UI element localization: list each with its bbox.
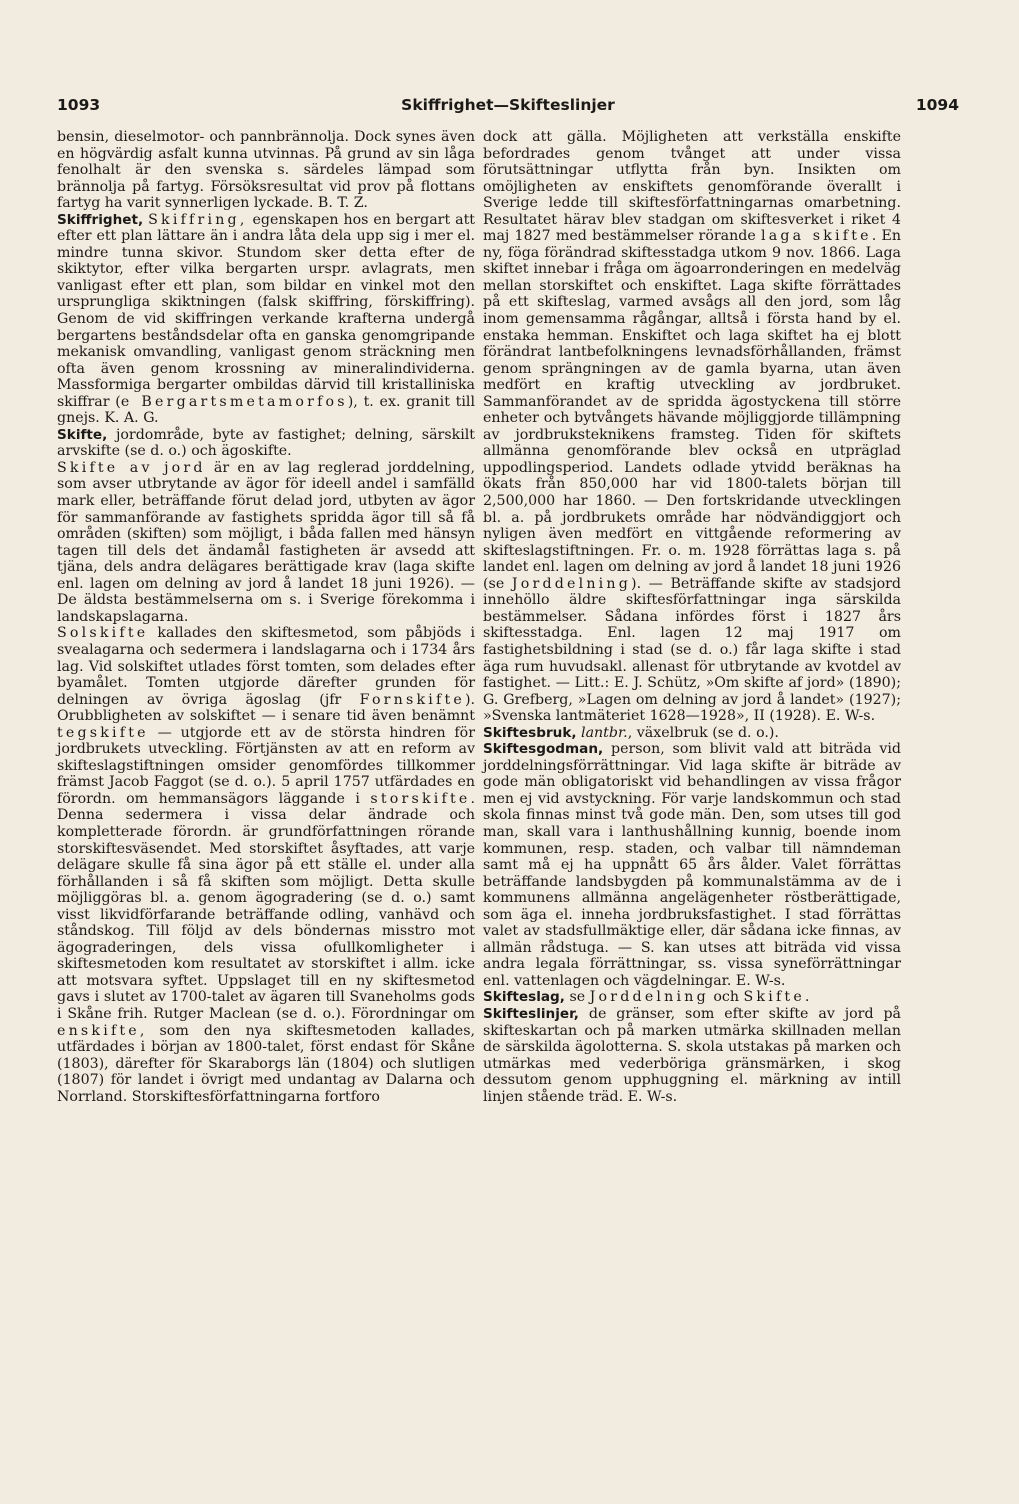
left-column (57, 129, 475, 1105)
paragraph-text: se (564, 989, 586, 1006)
paragraph-text: ), t. ex. granit till gnejs. K. A. G. (57, 393, 476, 427)
headword: Skiffrighet, (57, 211, 144, 228)
headword: Skifte, (57, 426, 108, 443)
spaced-term: e Bergartsmetamorfos (120, 393, 348, 410)
paragraph (483, 129, 901, 725)
spaced-term: enskifte (57, 1022, 140, 1039)
headword: Skiftesgodman, (483, 741, 604, 758)
paragraph-text: . (804, 989, 810, 1006)
entry-skifteslinjer (483, 1006, 901, 1105)
paragraph-text: kallades den skiftesmetod, som påbjöds i svealagarna och sedermera i landslagarna och i 1734 års lag. Vid solskiftet utlades först tomten, som delades efter byamålet. Tomten utgjorde därefter grunden för delningen av övriga ägoslag (jfr (57, 625, 475, 708)
spaced-term: tegskifte (57, 724, 149, 741)
paragraph-text: och (708, 989, 739, 1006)
spaced-term: laga skifte (760, 228, 872, 245)
paragraph-text: ). — Beträffande skifte av stadsjord innehöllo äldre skiftesförfattningar inga särskilda bestämmelser. Sådana infördes först i 1827 års skiftesstadga. Enl. lagen 12 maj 1917 om fastighetsbildning i stad (se d. o.) får laga skifte i stad äga rum huvudsakl. allenast för utbrytande av kvotdel av fastighet. — Litt.: E. J. Schütz, »Om skifte af jord» (1890); G. Grefberg, »Lagen om delning av jord å landet» (1927); »Svenska lantmäteriet 1628—1928», II (1928). E. W-s. (483, 575, 902, 725)
page-number-right: 1094 (915, 96, 959, 114)
paragraph-text: , växelbruk (se d. o.). (627, 724, 779, 741)
paragraph-text: är en av lag reglerad jorddelning, som avser utbrytande av ägor för ideell andel i samfälld mark eller, beträffande förut delad jord, utbyten av ägor för sammanförande av fastighets spridda ägor till så få områden (skiften) som möjligt, i båda fallen med hänsyn tagen till dels det ändamål fastigheten är avsedd att tjäna, dels andra delägares berättigade krav (laga skifte enl. lagen om delning av jord å landet 18 juni 1926). — De äldsta bestämmelserna om s. i Sverige förekomma i landskapslagarna. (57, 459, 475, 625)
paragraph (57, 460, 475, 625)
paragraph-text: , som den nya skiftesmetoden kallades, utfärdades i början av 1800-talet, först endast för Skåne (1803), därefter för Skaraborgs län (1804) och slutligen (1807) för landet i övrigt med undantag av Dalarna och Norrland. Storskiftesförfattningarna fortforo (57, 1022, 475, 1105)
spaced-term: Skifte av jord (57, 459, 206, 476)
paragraph-text: de gränser, som efter skifte av jord på skifteskartan och på marken utmärka skillnaden mellan de särskilda ägolotterna. S. skola utstakas på marken och utmärkas med vederböriga gränsmärken, i skog dessutom genom upphuggning el. märkning av intill linjen stående träd. E. W-s. (483, 1005, 901, 1105)
entry-skiftesbruk (483, 725, 901, 742)
page-header (57, 92, 959, 118)
paragraph-text: . En ny, föga förändrad skiftesstadga utkom 9 nov. 1866. Laga skiftet innebar i fråga om ägoarronderingen en medelväg mellan storskiftet och enskiftet. Laga skifte förrättades på ett skifteslag, varmed avsågs all den jord, som låg inom gemensamma rågångar, alltså i första hand by el. enstaka hemman. Enskiftet och laga skiftet ha ej blott förändrat lantbefolkningens levnadsförhållanden, främst genom sprängningen av de gamla byarna, utan även medfört en kraftig utveckling av jordbruket. Sammanförandet av de spridda ägostyckena till större enheter och bytvångets hävande möjliggjorde tillämpning av jordbruksteknikens framsteg. Tiden för skiftets allmänna genomförande blev också en utpräglad uppodlingsperiod. Landets odlade ytvidd beräknas ha ökats från 850,000 har vid 1800-talets början till 2,500,000 har 1860. — Den fortskridande utvecklingen bl. a. på jordbrukets område har nödvändiggjort och nyligen även medfört en vittgående reformering av skifteslagstiftningen. Fr. o. m. 1928 förrättas laga s. på landet enl. lagen om delning av jord å landet 18 juni 1926 (se (483, 228, 901, 592)
paragraph (57, 625, 475, 1105)
spaced-term: Jorddelning (589, 989, 709, 1006)
entry-skifteslag (483, 989, 901, 1006)
headword: Skifteslag, (483, 989, 565, 1006)
entry-skifte (57, 427, 475, 460)
paragraph-text: dock att gälla. Möjligheten att verkställa enskifte befordrades genom tvånget att under vissa förutsättningar utflytta från byn. Insikten om omöjligheten av enskiftets genomförande överallt i Sverige ledde till skiftesförfattningarnas omarbetning. Resultatet härav blev stadgan om skiftesverket i riket 4 maj 1827 med bestämmelser rörande (483, 129, 901, 245)
running-title: Skiffrighet—Skifteslinjer (401, 96, 615, 114)
paragraph-text: jordområde, byte av fastighet; delning, särskilt arvskifte (se d. o.) och ägoskifte. (57, 426, 475, 460)
headword: Skifteslinjer, (483, 1005, 579, 1022)
paragraph (57, 129, 475, 212)
spaced-term: Jorddelning (511, 575, 632, 592)
entry-skiffrighet (57, 212, 475, 427)
paragraph-text: — utgjorde ett av de största hindren för jordbrukets utveckling. Förtjänsten av att en reform av skifteslagstiftningen omsider genomfördes tillkommer främst Jacob Faggot (se d. o.). 5 april 1757 utfärdades en förordn. om hemmansägors läggande i (57, 724, 475, 807)
paragraph-text: person, som blivit vald att biträda vid jorddelningsförrättningar. Vid laga skifte är biträde av gode män obligatoriskt vid behandlingen av vissa frågor men ej vid avstyckning. För varje landskommun och stad skola finnas minst två gode män. Den, som utses till god man, skall vara i lanthushållning kunnig, boende inom kommunen, resp. staden, och valbar till nämndeman samt må ej ha uppnått 65 års ålder. Valet förrättas beträffande landsbygden på kommunalstämma av de i kommunens allmänna angelägenheter röstberättigade, som äga el. inneha jordbruksfastighet. I stad förrättas valet av stadsfullmäktige eller, där sådana icke finnas, av allmän rådstuga. — S. kan utses att biträda vid vissa andra legala förrättningar, ss. vissa syneförrättningar enl. vattenlagen och vägdelningar. E. W-s. (483, 741, 901, 989)
paragraph-text: egenskapen hos en bergart att efter ett plan lättare än i andra låta dela upp sig i mer el. mindre tunna skivor. Stundom sker detta efter de skiktytor, efter vilka bergarten urspr. avlagrats, men vanligast efter ett plan, som bildar en vinkel mot den ursprungliga skiktningen (falsk skiffring, förskiffring). Genom de vid skiffringen verkande krafterna undergå bergartens beståndsdelar ofta en ganska genomgripande mekanisk omvandling, vanligast genom sträckning men ofta även genom krossning av mineralindividerna. Massformiga bergarter ombildas därvid till kristalliniska skiffrar ( (57, 211, 476, 410)
italic-term: lantbr. (581, 724, 628, 741)
spaced-term: Fornskifte (359, 691, 465, 708)
paragraph-text: . Denna sedermera i vissa delar ändrade och kompletterade förordn. är grundförfattningen rörande storskiftesväsendet. Med storskiftet åsyftades, att varje delägare skulle få sina ägor på ett ställe el. under alla förhållanden i så få skiften som möjligt. Detta skulle möjliggöras bl. a. genom ägogradering (se d. o.) samt visst likvidförfarande beträffande odling, vanhävd och ståndskog. Till följd av dels böndernas misstro mot ägograderingen, dels vissa ofullkomligheter i skiftesmetoden kom resultatet av storskiftet i allm. icke att motsvara syftet. Uppslaget till en ny skiftesmetod gavs i slutet av 1700-talet av ägaren till Svaneholms gods i Skåne frih. Rutger Maclean (se d. o.). Förordningar om (57, 790, 475, 1022)
spaced-term: Skiffring, (148, 211, 248, 228)
spaced-term: storskifte (370, 790, 471, 807)
spaced-term: Solskifte (57, 625, 149, 642)
paragraph-text: bensin, dieselmotor- och pannbrännolja. Dock synes även en högvärdig asfalt kunna utvinnas. På grund av sin låga fenolhalt är den svenska s. särdeles lämpad som brännolja på fartyg. Försöksresultat vid prov på flottans fartyg ha varit synnerligen lyckade. B. T. Z. (57, 129, 475, 212)
headword: Skiftesbruk, (483, 724, 577, 741)
entry-skiftesgodman (483, 741, 901, 989)
paragraph-text: ). Orubbligheten av solskiftet — i senare tid även benämnt (57, 691, 476, 725)
right-column (483, 129, 901, 1105)
spaced-term: Skifte (743, 989, 805, 1006)
page-number-left: 1093 (57, 96, 101, 114)
